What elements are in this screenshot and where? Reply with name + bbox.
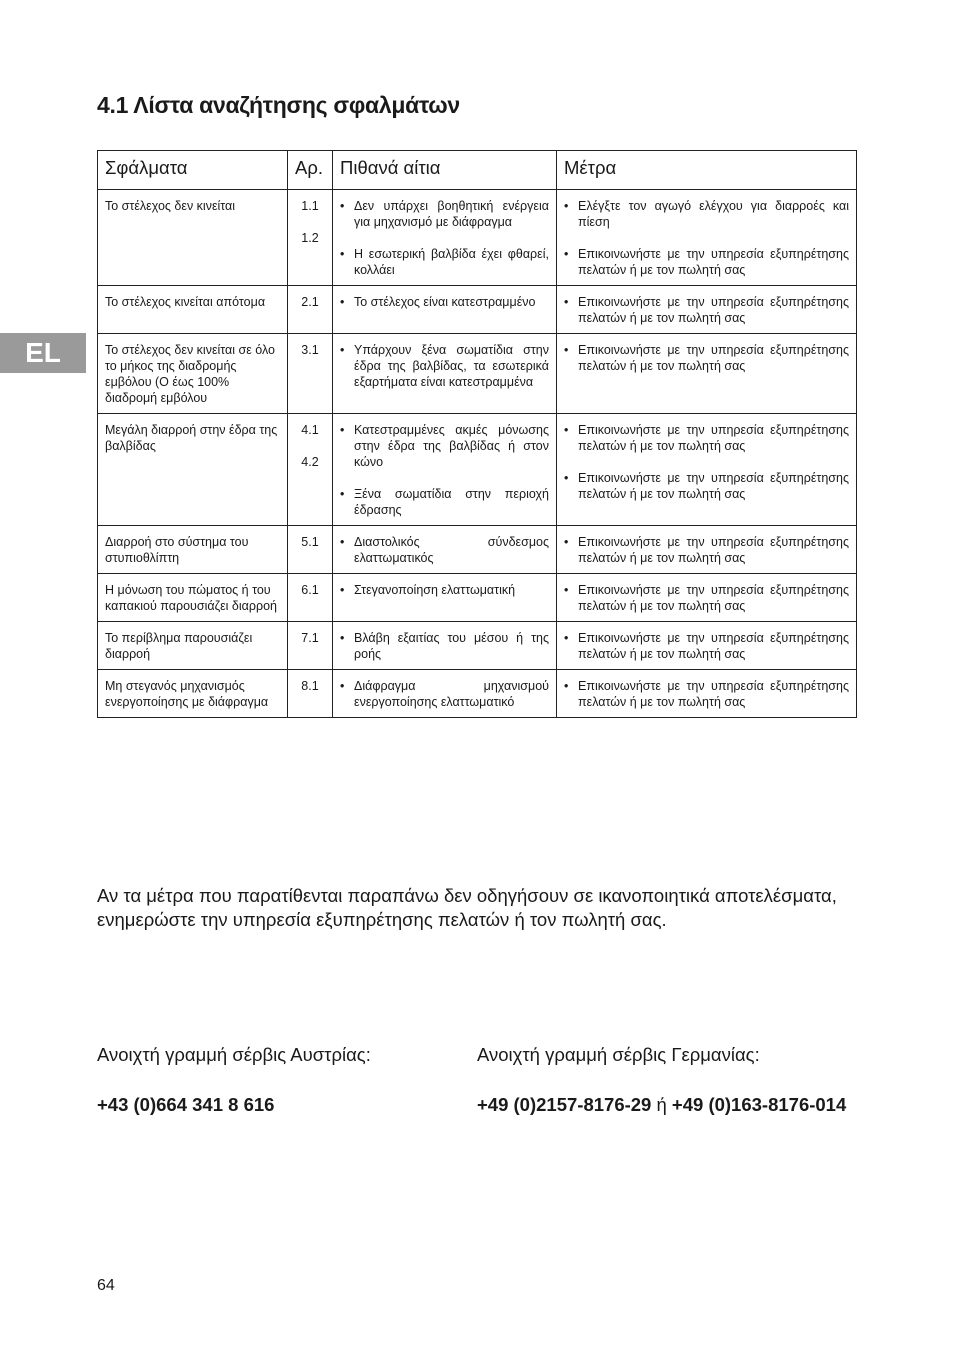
support-note: Αν τα μέτρα που παρατίθενται παραπάνω δεν οδηγήσουν σε ικανοποιητικά αποτελέσματα, ενημερώστε την υπηρεσία εξυπηρέτησης πελατών ή τον πωλητή σας. [97,885,837,930]
table-row [98,414,857,526]
language-tab: EL [0,333,86,373]
measure-bullet-item [564,198,849,230]
bullet-icon: • [340,631,345,645]
measure-cell [557,334,857,414]
entry-number: 7.1 [301,631,319,645]
bullet-icon: • [340,487,345,501]
bullet-icon: • [564,343,569,357]
measure-text: Επικοινωνήστε με την υπηρεσία εξυπηρέτησης πελατών ή με τον πωλητή σας [578,583,849,613]
number-cell [288,574,333,622]
bullet-icon: • [340,583,345,597]
cause-bullet-item [340,422,549,470]
cause-text: Υπάρχουν ξένα σωματίδια στην έδρα της βαλβίδας, τα εσωτερικά εξαρτήματα είναι κατεστραμμένα [354,343,549,389]
measure-text: Επικοινωνήστε με την υπηρεσία εξυπηρέτησης πελατών ή με τον πωλητή σας [578,471,849,501]
fault-cell: Μη στεγανός μηχανισμός ενεργοποίησης με διάφραγμα [98,670,288,718]
measure-bullet-item [564,534,849,566]
fault-cell: Το περίβλημα παρουσιάζει διαρροή [98,622,288,670]
cause-cell [333,286,557,334]
cause-bullet-item [340,486,549,518]
measure-bullet-item [564,678,849,710]
hotline-austria-number: +43 (0)664 341 8 616 [97,1094,275,1115]
number-cell [288,334,333,414]
bullet-icon: • [340,535,345,549]
table-row [98,526,857,574]
cause-cell [333,334,557,414]
number-cell [288,414,333,526]
measure-cell [557,574,857,622]
bullet-icon: • [564,679,569,693]
number-cell [288,190,333,286]
measure-bullet-item [564,246,849,278]
number-cell [288,670,333,718]
table-row [98,334,857,414]
cause-bullet-item [340,630,549,662]
bullet-icon: • [340,343,345,357]
page-number: 64 [97,1277,115,1294]
bullet-icon: • [340,199,345,213]
header-causes: Πιθανά αίτια [333,151,557,190]
cause-cell [333,622,557,670]
bullet-icon: • [564,247,569,261]
fault-cell: Το στέλεχος δεν κινείται σε όλο το μήκος της διαδρομής εμβόλου (Ο έως 100% διαδρομή εμβόλου [98,334,288,414]
bullet-icon: • [564,583,569,597]
number-cell [288,286,333,334]
cause-cell [333,526,557,574]
measure-text: Επικοινωνήστε με την υπηρεσία εξυπηρέτησης πελατών ή με τον πωλητή σας [578,535,849,565]
entry-number: 6.1 [301,583,319,597]
measure-cell [557,526,857,574]
bullet-icon: • [340,423,345,437]
measure-cell [557,414,857,526]
measure-text: Επικοινωνήστε με την υπηρεσία εξυπηρέτησης πελατών ή με τον πωλητή σας [578,679,849,709]
cause-cell [333,190,557,286]
cause-bullet-item [340,342,549,390]
measure-cell [557,286,857,334]
entry-number: 4.2 [301,455,319,469]
table-header-row [98,151,857,190]
bullet-icon: • [564,295,569,309]
hotline-germany-numbers [477,1094,846,1116]
measure-cell [557,190,857,286]
measure-text: Επικοινωνήστε με την υπηρεσία εξυπηρέτησης πελατών ή με τον πωλητή σας [578,423,849,453]
table-row [98,670,857,718]
fault-cell: Το στέλεχος δεν κινείται [98,190,288,286]
hotline-austria-label: Ανοιχτή γραμμή σέρβις Αυστρίας: [97,1044,371,1065]
bullet-icon: • [564,199,569,213]
cause-cell [333,670,557,718]
table-row [98,574,857,622]
cause-text: Βλάβη εξαιτίας του μέσου ή της ροής [354,631,549,661]
header-number: Αρ. [288,151,333,190]
hotline-or-text: ή [656,1094,667,1115]
cause-bullet-item [340,198,549,230]
cause-text: Ξένα σωματίδια στην περιοχή έδρασης [354,487,549,517]
measure-bullet-item [564,422,849,454]
fault-cell: Διαρροή στο σύστημα του στυπιοθλίπτη [98,526,288,574]
header-faults: Σφάλματα [98,151,288,190]
troubleshooting-table [97,150,857,718]
measure-text: Επικοινωνήστε με την υπηρεσία εξυπηρέτησης πελατών ή με τον πωλητή σας [578,631,849,661]
cause-bullet-item [340,246,549,278]
measure-bullet-item [564,582,849,614]
fault-cell: Μεγάλη διαρροή στην έδρα της βαλβίδας [98,414,288,526]
cause-text: Δεν υπάρχει βοηθητική ενέργεια για μηχανισμό με διάφραγμα [354,199,549,229]
cause-text: Στεγανοποίηση ελαττωματική [354,583,516,597]
bullet-icon: • [564,471,569,485]
measure-bullet-item [564,294,849,326]
entry-number: 5.1 [301,535,319,549]
bullet-icon: • [564,631,569,645]
measure-bullet-item [564,342,849,374]
cause-bullet-item [340,534,549,566]
number-cell [288,622,333,670]
fault-cell: Η μόνωση του πώματος ή του καπακιού παρουσιάζει διαρροή [98,574,288,622]
bullet-icon: • [564,535,569,549]
measure-cell [557,670,857,718]
hotline-germany-number-2: +49 (0)163-8176-014 [671,1094,847,1115]
hotline-germany-label: Ανοιχτή γραμμή σέρβις Γερμανίας: [477,1044,760,1065]
cause-bullet-item [340,294,549,310]
fault-cell: Το στέλεχος κινείται απότομα [98,286,288,334]
measure-text: Ελέγξτε τον αγωγό ελέγχου για διαρροές και πίεση [578,199,849,229]
hotline-germany-number-1: +49 (0)2157-8176-29 [477,1094,652,1115]
entry-number: 3.1 [301,343,319,357]
entry-number: 1.1 [301,199,319,213]
bullet-icon: • [340,679,345,693]
measure-bullet-item [564,630,849,662]
entry-number: 4.1 [301,423,319,437]
cause-cell [333,414,557,526]
measure-cell [557,622,857,670]
entry-number: 8.1 [301,679,319,693]
bullet-icon: • [340,295,345,309]
entry-number: 1.2 [301,231,319,245]
bullet-icon: • [340,247,345,261]
table-row [98,286,857,334]
cause-text: Κατεστραμμένες ακμές μόνωσης στην έδρα της βαλβίδας ή στον κώνο [354,423,549,469]
table-row [98,190,857,286]
cause-text: Διαστολικός σύνδεσμος ελαττωματικός [354,535,549,565]
measure-text: Επικοινωνήστε με την υπηρεσία εξυπηρέτησης πελατών ή με τον πωλητή σας [578,343,849,373]
cause-bullet-item [340,678,549,710]
cause-cell [333,574,557,622]
bullet-icon: • [564,423,569,437]
entry-number: 2.1 [301,295,319,309]
section-title: 4.1 Λίστα αναζήτησης σφαλμάτων [97,92,460,118]
cause-bullet-item [340,582,549,598]
measure-bullet-item [564,470,849,502]
cause-text: Η εσωτερική βαλβίδα έχει φθαρεί, κολλάει [354,247,549,277]
table-row [98,622,857,670]
header-measures: Μέτρα [557,151,857,190]
number-cell [288,526,333,574]
cause-text: Διάφραγμα μηχανισμού ενεργοποίησης ελαττωματικό [354,679,549,709]
cause-text: Το στέλεχος είναι κατεστραμμένο [354,295,536,309]
measure-text: Επικοινωνήστε με την υπηρεσία εξυπηρέτησης πελατών ή με τον πωλητή σας [578,247,849,277]
measure-text: Επικοινωνήστε με την υπηρεσία εξυπηρέτησης πελατών ή με τον πωλητή σας [578,295,849,325]
